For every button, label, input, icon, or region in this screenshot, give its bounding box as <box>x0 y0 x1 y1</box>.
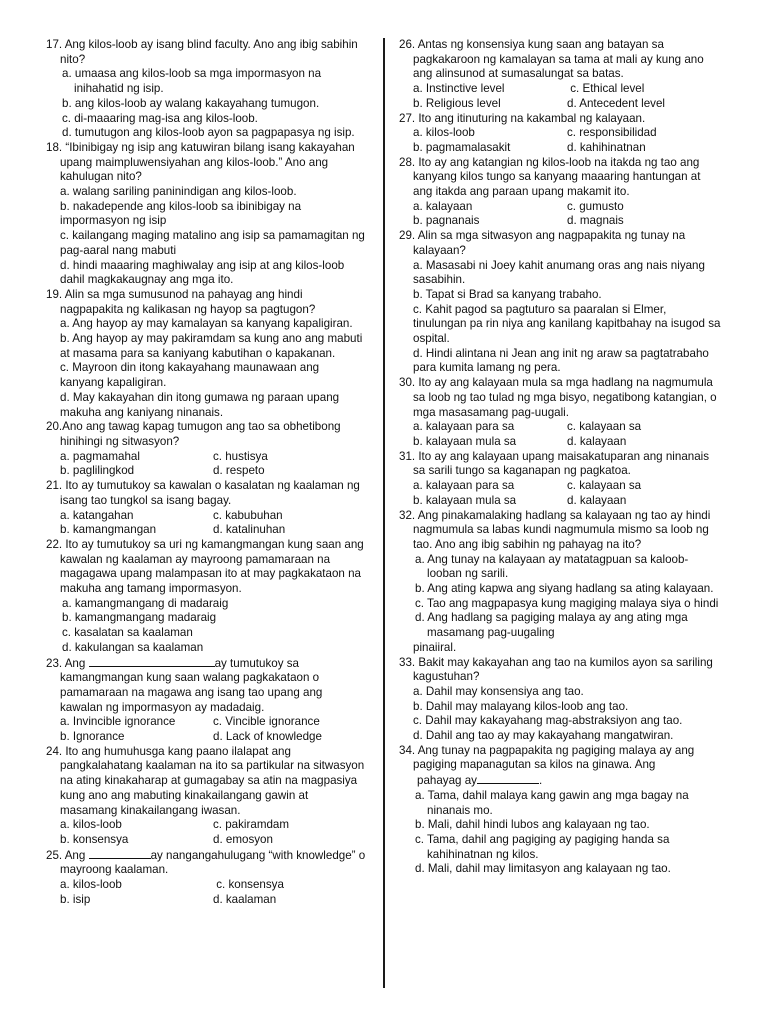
question-stem <box>46 38 366 67</box>
answer-option: b. Ang hayop ay may pakiramdam sa kung ano ang mabuti at masama para sa kaniyang kabutihan o kapakanan. <box>60 332 363 360</box>
right-column <box>399 38 721 877</box>
answer-option: c. di-maaaring mag-isa ang kilos-loob. <box>62 111 258 125</box>
answer-option: b. Ignorance <box>60 730 125 744</box>
question-text-prefix: pahayag ay <box>417 774 477 788</box>
answer-option: a. Ang hayop ay may kamalayan sa kanyang kapaligiran. <box>60 317 353 331</box>
answer-option: a. kalayaan para sa <box>413 479 515 493</box>
answer-option-row <box>46 450 366 465</box>
answer-blank <box>89 848 151 859</box>
question-text: 20.Ano ang tawag kapag tumugon ang tao sa obhetibong hinihingi ng sitwasyon? <box>46 420 341 448</box>
question-stem <box>399 450 721 479</box>
question-item <box>46 38 366 141</box>
answer-option-row <box>46 715 366 730</box>
question-item <box>46 479 366 538</box>
question-text: 24. Ito ang humuhusga kang paano ilalapat ang pangkalahatang kaalaman na ito sa partikular na sitwasyon na ating kinakaharap at gumagabay sa atin na magpasiya kung ano ang mabuting kinakailangang gawin at masamang kinakailangang iwasan. <box>46 744 365 817</box>
question-stem <box>46 538 366 597</box>
answer-option: d. kaalaman <box>213 892 277 906</box>
question-stem <box>399 744 721 773</box>
left-column <box>46 38 366 907</box>
answer-option-row <box>46 730 366 745</box>
answer-option-row <box>46 464 366 479</box>
answer-option: a. walang sariling paninindigan ang kilos-loob. <box>60 185 297 199</box>
question-item <box>399 656 721 744</box>
answer-option: b. Tapat si Brad sa kanyang trabaho. <box>413 287 602 301</box>
question-stem <box>46 141 366 185</box>
answer-option: b. ang kilos-loob ay walang kakayahang tumugon. <box>62 96 320 110</box>
answer-option-row <box>46 893 366 908</box>
answer-option-row <box>399 200 721 215</box>
question-item <box>399 38 721 112</box>
question-text: 34. Ang tunay na pagpapakita ng pagiging malaya ay ang pagiging mapanagutan sa kilos na ginawa. Ang <box>399 743 695 772</box>
answer-option: b. nakadepende ang kilos-loob sa ibinibigay na impormasyon ng isip <box>60 199 302 228</box>
answer-option: b. paglilingkod <box>60 464 135 478</box>
answer-option-row <box>399 82 721 97</box>
question-stem <box>46 745 366 819</box>
answer-option: c. kalayaan sa <box>567 479 642 493</box>
question-item <box>46 288 366 420</box>
answer-option-row <box>399 97 721 112</box>
answer-blank <box>477 773 539 784</box>
question-text-suffix: ay tumutukoy sa kamangmangan kung saan walang pagkakataon o pamamaraan na magawa ang isang tao upang ang kawalan ng impormasyon ay madadaig. <box>60 656 323 714</box>
answer-option-row <box>399 420 721 435</box>
answer-option: c. pakiramdam <box>213 818 290 832</box>
answer-option: a. Tama, dahil malaya kang gawin ang mga bagay na ninanais mo. <box>415 788 689 817</box>
question-text-prefix: 25. Ang <box>46 848 89 862</box>
answer-option: a. umaasa ang kilos-loob sa mga impormasyon na inihahatid ng isip. <box>62 67 322 96</box>
answer-option-row <box>46 523 366 538</box>
answer-option: d. hindi maaaring maghiwalay ang isip at ang kilos-loob dahil magkakaugnay ang mga ito. <box>60 258 345 287</box>
answer-option: b. kamangmangang madaraig <box>62 611 217 625</box>
answer-option: d. Lack of knowledge <box>213 730 322 744</box>
question-stem <box>399 229 721 258</box>
answer-option: c. Dahil may kakayahang mag-abstraksiyon ang tao. <box>413 714 683 728</box>
answer-option: a. Masasabi ni Joey kahit anumang oras ang nais niyang sasabihin. <box>413 258 705 287</box>
question-stem <box>399 656 721 685</box>
question-item <box>46 848 366 908</box>
question-text: 27. Ito ang itinuturing na kakambal ng kalayaan. <box>399 111 646 125</box>
answer-option: d. respeto <box>213 464 265 478</box>
answer-option: c. Kahit pagod sa pagtuturo sa paaralan si Elmer, tinulungan pa rin niya ang kanilang kapitbahay na isugod sa ospital. <box>413 302 721 346</box>
answer-option: c. Ethical level <box>567 82 645 96</box>
question-text: 19. Alin sa mga sumusunod na pahayag ang hindi nagpapakita ng kalikasan ng hayop sa pagtugon? <box>46 287 316 316</box>
answer-option: d. kalayaan <box>567 493 627 507</box>
question-text: 26. Antas ng konsensiya kung saan ang batayan sa pagkakaroon ng kamalayan sa tama at mali ay kung ano ang alinsunod at sumasalungat sa batas. <box>399 38 704 81</box>
question-text-suffix: . <box>538 774 543 788</box>
answer-option: d. Mali, dahil may limitasyon ang kalayaan ng tao. <box>415 862 671 876</box>
question-item <box>46 745 366 848</box>
question-item <box>399 156 721 230</box>
answer-option: a. Dahil may konsensiya ang tao. <box>413 684 584 698</box>
answer-option: d. kahihinatnan <box>567 140 646 154</box>
answer-option: b. kalayaan mula sa <box>413 493 517 507</box>
question-item <box>46 420 366 479</box>
answer-option: b. kamangmangan <box>60 523 157 537</box>
answer-option: c. Mayroon din itong kakayahang maunawaan ang kanyang kapaligiran. <box>60 361 320 390</box>
answer-option-row <box>46 833 366 848</box>
answer-option: d. Antecedent level <box>567 96 665 110</box>
answer-option: a. kilos-loob <box>60 818 122 832</box>
answer-option: b. Dahil may malayang kilos-loob ang tao. <box>413 699 629 713</box>
answer-option: c. kalayaan sa <box>567 420 642 434</box>
answer-option: d. Hindi alintana ni Jean ang init ng araw sa pagtatrabaho para kumita lamang ng pera. <box>413 346 709 375</box>
question-text: 30. Ito ay ang kalayaan mula sa mga hadlang na nagmumula sa loob ng tao tulad ng mga bisyo, negatibong katangian, o mga masasamang pag-uugali. <box>399 376 717 419</box>
answer-option: a. kalayaan <box>413 199 473 213</box>
question-item <box>399 744 721 877</box>
answer-option: b. Religious level <box>413 96 501 110</box>
question-stem <box>46 288 366 317</box>
answer-option: d. magnais <box>567 214 624 228</box>
answer-option: d. kakulangan sa kaalaman <box>62 640 204 654</box>
answer-option-row <box>46 509 366 524</box>
column-divider <box>383 38 385 988</box>
question-item <box>399 229 721 376</box>
question-text: 18. “Ibinibigay ng isip ang katuwiran bilang isang kakayahan upang maimpluwensiyahan ang kilos-loob.” Ano ang kahulugan nito? <box>46 140 355 184</box>
question-item <box>399 376 721 450</box>
answer-option: d. Dahil ang tao ay may kakayahang mangatwiran. <box>413 729 674 743</box>
question-item <box>399 112 721 156</box>
question-item <box>46 656 366 745</box>
answer-option-row <box>46 818 366 833</box>
answer-option-continuation: pinaiiral. <box>413 640 457 654</box>
answer-option: a. katangahan <box>60 508 134 522</box>
question-text: 33. Bakit may kakayahan ang tao na kumilos ayon sa sariling kagustuhan? <box>399 655 713 684</box>
question-text: 31. Ito ay ang kalayaan upang maisakatuparan ang ninanais sa sarili tungo sa kaganapan ng pagkatoa. <box>399 449 710 478</box>
question-item <box>46 538 366 656</box>
question-stem <box>399 376 721 420</box>
answer-option: c. responsibilidad <box>567 126 657 140</box>
answer-option: b. Mali, dahil hindi lubos ang kalayaan ng tao. <box>415 818 650 832</box>
answer-option: c. Tama, dahil ang pagiging ay pagiging handa sa kahihinatnan ng kilos. <box>415 832 670 861</box>
answer-option-row <box>399 126 721 141</box>
question-text: 29. Alin sa mga sitwasyon ang nagpapakita ng tunay na kalayaan? <box>399 229 686 257</box>
answer-option: c. konsensya <box>213 878 284 892</box>
answer-option-row <box>399 141 721 156</box>
question-item <box>399 509 721 656</box>
question-item <box>399 450 721 509</box>
answer-option: c. kailangang maging matalino ang isip sa pamamagitan ng pag-aaral nang mabuti <box>60 229 365 257</box>
question-stem <box>399 112 721 127</box>
question-text: 32. Ang pinakamalaking hadlang sa kalayaan ng tao ay hindi nagmumula sa labas kundi nagmumula mismo sa loob ng tao. Ano ang ibig sabihin ng pahayag na ito? <box>399 508 711 551</box>
question-stem <box>46 656 366 716</box>
question-text-prefix: 23. Ang <box>46 656 89 670</box>
answer-option: b. Ang ating kapwa ang siyang hadlang sa ating kalayaan. <box>415 582 714 596</box>
answer-option-row <box>46 878 366 893</box>
question-text: 17. Ang kilos-loob ay isang blind faculty. Ano ang ibig sabihin nito? <box>46 38 358 66</box>
answer-option-row <box>399 494 721 509</box>
answer-option-row <box>399 479 721 494</box>
answer-option: b. konsensya <box>60 832 129 846</box>
answer-option-row <box>399 214 721 229</box>
answer-option: a. pagmamahal <box>60 449 140 463</box>
answer-option: a. kamangmangang di madaraig <box>62 596 229 610</box>
answer-option: d. katalinuhan <box>213 523 286 537</box>
question-stem <box>46 848 366 878</box>
question-text: 22. Ito ay tumutukoy sa uri ng kamangmangan kung saan ang kawalan ng kaalaman ay mayroong pamamaraan na magagawa upang malampasan ito at may pagkakataon na makuha ang tamang impormasyon. <box>46 537 364 596</box>
question-stem <box>46 479 366 508</box>
answer-option: d. May kakayahan din itong gumawa ng paraan upang makuha ang kaniyang ninanais. <box>60 390 340 419</box>
question-stem <box>399 156 721 200</box>
answer-option: a. Invincible ignorance <box>60 715 176 729</box>
answer-option: b. pagmamalasakit <box>413 140 511 154</box>
answer-option: c. kasalatan sa kaalaman <box>62 626 193 640</box>
answer-option: b. isip <box>60 892 91 906</box>
answer-option: d. kalayaan <box>567 434 627 448</box>
question-text: 28. Ito ay ang katangian ng kilos-loob na itakda ng tao ang kanyang kilos tungo sa kanyang maaaring hantungan at ang itakda ang paraan upang makamit ito. <box>399 155 701 199</box>
question-text-suffix: ay nangangahulugang “with knowledge” o mayroong kaalaman. <box>60 848 366 877</box>
question-stem-tail <box>403 773 721 789</box>
answer-option: d. emosyon <box>213 832 273 846</box>
answer-option: a. kalayaan para sa <box>413 420 515 434</box>
answer-option: d. tumutugon ang kilos-loob ayon sa pagpapasya ng isip. <box>62 126 355 140</box>
answer-option: c. gumusto <box>567 199 624 213</box>
answer-option: a. kilos-loob <box>60 878 122 892</box>
question-stem <box>46 420 366 449</box>
question-text: 21. Ito ay tumutukoy sa kawalan o kasalatan ng kaalaman ng isang tao tungkol sa isang bagay. <box>46 479 360 507</box>
answer-option: b. kalayaan mula sa <box>413 434 517 448</box>
answer-option: c. hustisya <box>213 449 268 463</box>
answer-option-row <box>399 435 721 450</box>
answer-option: b. pagnanais <box>413 214 480 228</box>
question-stem <box>399 38 721 82</box>
answer-option: a. Ang tunay na kalayaan ay matatagpuan sa kaloob-looban ng sarili. <box>415 552 689 581</box>
answer-option: c. Tao ang magpapasya kung magiging malaya siya o hindi <box>415 596 719 610</box>
answer-option: d. Ang hadlang sa pagiging malaya ay ang ating mga masamang pag-uugaling <box>415 611 688 640</box>
answer-option: c. kabubuhan <box>213 508 283 522</box>
answer-option: a. kilos-loob <box>413 126 475 140</box>
question-stem <box>399 509 721 553</box>
question-item <box>46 141 366 288</box>
answer-blank <box>89 656 215 667</box>
answer-option: c. Vincible ignorance <box>213 715 320 729</box>
answer-option: a. Instinctive level <box>413 82 505 96</box>
